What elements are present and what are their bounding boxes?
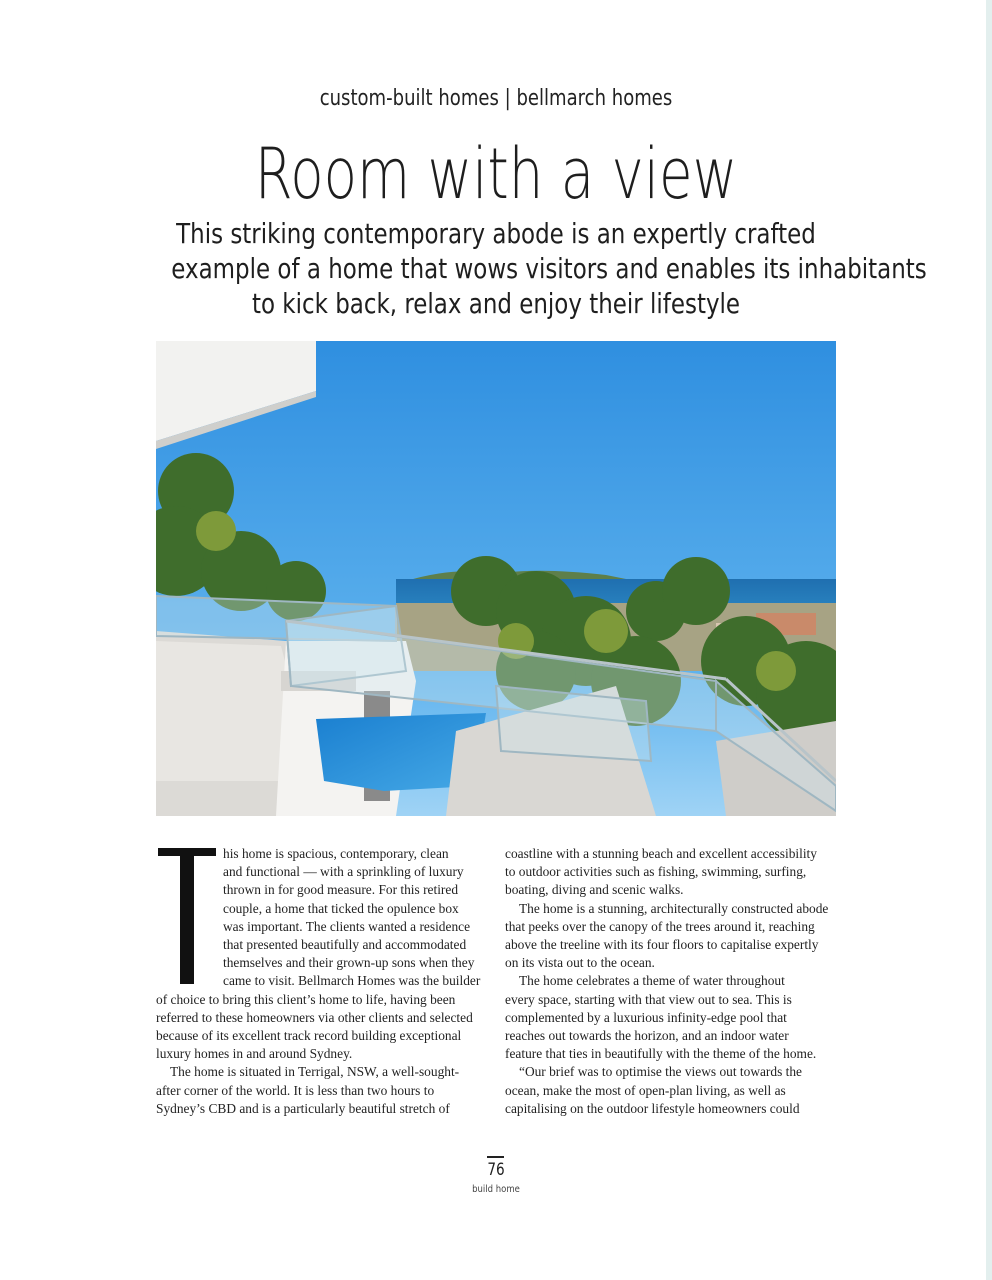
body-line: on its vista out to the ocean. [505, 955, 655, 971]
body-line: luxury homes in and around Sydney. [156, 1046, 353, 1062]
article-column-right [505, 845, 841, 1118]
body-line: couple, a home that ticked the opulence box [223, 900, 459, 916]
body-line: above the treeline with its four floors to capitalise expertly [505, 937, 819, 953]
body-line: feature that ties in beautifully with the theme of the home. [505, 1046, 817, 1062]
body-line: capitalising on the outdoor lifestyle homeowners could [505, 1100, 800, 1116]
body-line: The home is a stunning, architecturally constructed abode [519, 900, 829, 916]
body-line: his home is spacious, contemporary, clean [223, 846, 449, 861]
body-line: because of its excellent track record building exceptional [156, 1028, 462, 1044]
body-line: ocean, make the most of open-plan living, as well as [505, 1082, 786, 1098]
drop-cap-letter: T [156, 848, 157, 849]
page-edge-strip [986, 0, 992, 1280]
section-kicker: custom-built homes | bellmarch homes [319, 86, 673, 111]
article-column-left [156, 845, 492, 1118]
standfirst-line: This striking contemporary abode is an expertly crafted [176, 217, 816, 250]
standfirst-line: to kick back, relax and enjoy their lifestyle [251, 287, 741, 320]
body-line: that peeks over the canopy of the trees around it, reaching [505, 918, 815, 934]
body-line: came to visit. Bellmarch Homes was the builder [223, 973, 481, 989]
body-line: of choice to bring this client’s home to life, having been [156, 991, 456, 1007]
photo-icon [156, 341, 836, 816]
body-line: themselves and their grown-up sons when they [223, 955, 475, 971]
body-line: The home celebrates a theme of water throughout [519, 973, 785, 989]
article-standfirst [171, 216, 927, 321]
body-line: every space, starting with that view out to sea. This is [505, 991, 792, 1007]
body-line: thrown in for good measure. For this retired [223, 882, 459, 898]
body-line: and functional — with a sprinkling of luxury [223, 864, 464, 880]
body-line: complemented by a luxurious infinity-edge pool that [505, 1009, 787, 1025]
folio-rule [487, 1156, 504, 1158]
body-line: to outdoor activities such as fishing, swimming, surfing, [505, 864, 807, 880]
body-line: after corner of the world. It is less than two hours to [156, 1082, 435, 1098]
body-line: “Our brief was to optimise the views out towards the [519, 1064, 803, 1080]
body-line: boating, diving and scenic walks. [505, 882, 684, 898]
body-line: The home is situated in Terrigal, NSW, a well-sought- [170, 1064, 460, 1080]
standfirst-line: example of a home that wows visitors and enables its inhabitants [171, 252, 927, 285]
article-title: Room with a view [254, 133, 738, 215]
hero-photo [156, 341, 836, 816]
publication-name: build home [472, 1184, 520, 1195]
body-line: coastline with a stunning beach and excellent accessibility [505, 846, 817, 861]
body-line: reaches out towards the horizon, and an indoor water [505, 1028, 789, 1044]
body-line: referred to these homeowners via other clients and selected [156, 1009, 473, 1025]
page-number: 76 [487, 1160, 505, 1180]
body-line: that presented beautifully and accommodated [223, 937, 467, 953]
body-line: Sydney’s CBD and is a particularly beautiful stretch of [156, 1100, 450, 1116]
body-line: was important. The clients wanted a residence [223, 918, 471, 934]
